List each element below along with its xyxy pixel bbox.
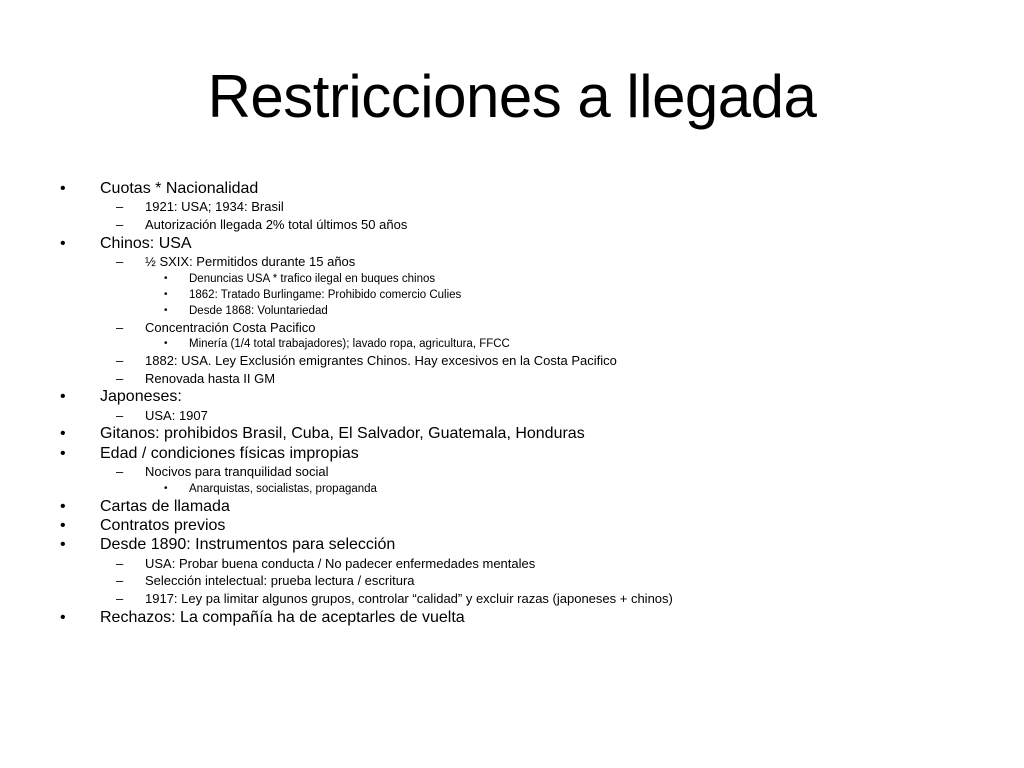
bullet-text: Contratos previos — [100, 517, 226, 535]
sub-sub-bullet-text: Desde 1868: Voluntariedad — [189, 304, 328, 317]
sub-sub-bullet-item — [0, 481, 1024, 497]
bullet-marker: • — [60, 608, 66, 626]
sub-bullet-item — [0, 216, 1024, 234]
sub-sub-bullet-text: Anarquistas, socialistas, propaganda — [189, 482, 377, 495]
bullet-marker: • — [164, 304, 168, 316]
bullet-item — [0, 444, 1024, 463]
sub-bullet-text: Autorización llegada 2% total últimos 50 años — [145, 216, 408, 232]
dash-marker: – — [116, 370, 124, 386]
sub-bullet-text: USA: 1907 — [145, 407, 208, 423]
dash-marker: – — [116, 573, 124, 589]
bullet-text: Cuotas * Nacionalidad — [100, 180, 259, 197]
sub-bullet-item — [0, 319, 1024, 337]
sub-sub-bullet-text: Minería (1/4 total trabajadores); lavado ropa, agricultura, FFCC — [189, 338, 510, 351]
bullet-item — [0, 608, 1024, 627]
bullet-marker: • — [60, 444, 66, 462]
bullet-list — [0, 179, 1024, 627]
dash-marker: – — [116, 253, 124, 269]
bullet-text: Gitanos: prohibidos Brasil, Cuba, El Salvador, Guatemala, Honduras — [100, 425, 585, 443]
bullet-marker: • — [60, 388, 66, 406]
sub-bullet-text: USA: Probar buena conducta / No padecer enfermedades mentales — [145, 555, 536, 571]
sub-bullet-item — [0, 463, 1024, 481]
sub-bullet-text: Nocivos para tranquilidad social — [145, 464, 329, 480]
sub-bullet-item — [0, 370, 1024, 388]
bullet-item — [0, 535, 1024, 554]
dash-marker: – — [116, 319, 124, 335]
slide-title: Restricciones a llegada — [207, 63, 817, 130]
bullet-text: Cartas de llamada — [100, 497, 230, 515]
sub-bullet-item — [0, 572, 1024, 590]
sub-sub-bullet-item — [0, 336, 1024, 352]
bullet-marker: • — [164, 288, 168, 300]
bullet-text: Desde 1890: Instrumentos para selección — [100, 536, 396, 554]
bullet-marker: • — [60, 425, 66, 443]
bullet-marker: • — [164, 272, 168, 284]
bullet-marker: • — [60, 497, 66, 515]
sub-sub-bullet-text: 1862: Tratado Burlingame: Prohibido comercio Culies — [189, 288, 462, 301]
dash-marker: – — [116, 353, 124, 369]
sub-bullet-text: 1921: USA; 1934: Brasil — [145, 199, 284, 215]
sub-sub-bullet-text: Denuncias USA * trafico ilegal en buques chinos — [189, 272, 436, 285]
bullet-item — [0, 179, 1024, 198]
sub-bullet-text: 1917: Ley pa limitar algunos grupos, controlar “calidad” y excluir razas (japoneses + chinos) — [145, 591, 673, 607]
sub-bullet-text: Renovada hasta II GM — [145, 370, 276, 386]
bullet-text: Edad / condiciones físicas impropias — [100, 444, 359, 462]
sub-bullet-text: ½ SXIX: Permitidos durante 15 años — [145, 253, 356, 269]
sub-sub-bullet-item — [0, 287, 1024, 303]
bullet-item — [0, 424, 1024, 443]
bullet-marker: • — [60, 536, 66, 554]
bullet-marker: • — [164, 482, 168, 494]
bullet-marker: • — [60, 517, 66, 535]
sub-bullet-item — [0, 555, 1024, 573]
sub-bullet-item — [0, 352, 1024, 370]
sub-bullet-item — [0, 198, 1024, 216]
sub-sub-bullet-item — [0, 303, 1024, 319]
dash-marker: – — [116, 555, 124, 571]
sub-bullet-text: 1882: USA. Ley Exclusión emigrantes Chinos. Hay excesivos en la Costa Pacifico — [145, 353, 617, 369]
bullet-text: Japoneses: — [100, 388, 182, 406]
sub-sub-bullet-item — [0, 271, 1024, 287]
bullet-text: Chinos: USA — [100, 234, 192, 252]
bullet-text: Rechazos: La compañía ha de aceptarles de vuelta — [100, 608, 465, 626]
bullet-marker: • — [60, 234, 66, 252]
bullet-item — [0, 234, 1024, 253]
sub-bullet-item — [0, 590, 1024, 608]
bullet-marker: • — [60, 180, 66, 197]
dash-marker: – — [116, 591, 124, 607]
dash-marker: – — [116, 199, 124, 215]
bullet-item — [0, 387, 1024, 406]
bullet-marker: • — [164, 338, 168, 350]
bullet-item — [0, 516, 1024, 535]
sub-bullet-text: Selección intelectual: prueba lectura / escritura — [145, 573, 415, 589]
sub-bullet-item — [0, 407, 1024, 425]
dash-marker: – — [116, 216, 124, 232]
dash-marker: – — [116, 464, 124, 480]
dash-marker: – — [116, 407, 124, 423]
sub-bullet-item — [0, 253, 1024, 271]
bullet-item — [0, 497, 1024, 516]
sub-bullet-text: Concentración Costa Pacifico — [145, 319, 316, 335]
